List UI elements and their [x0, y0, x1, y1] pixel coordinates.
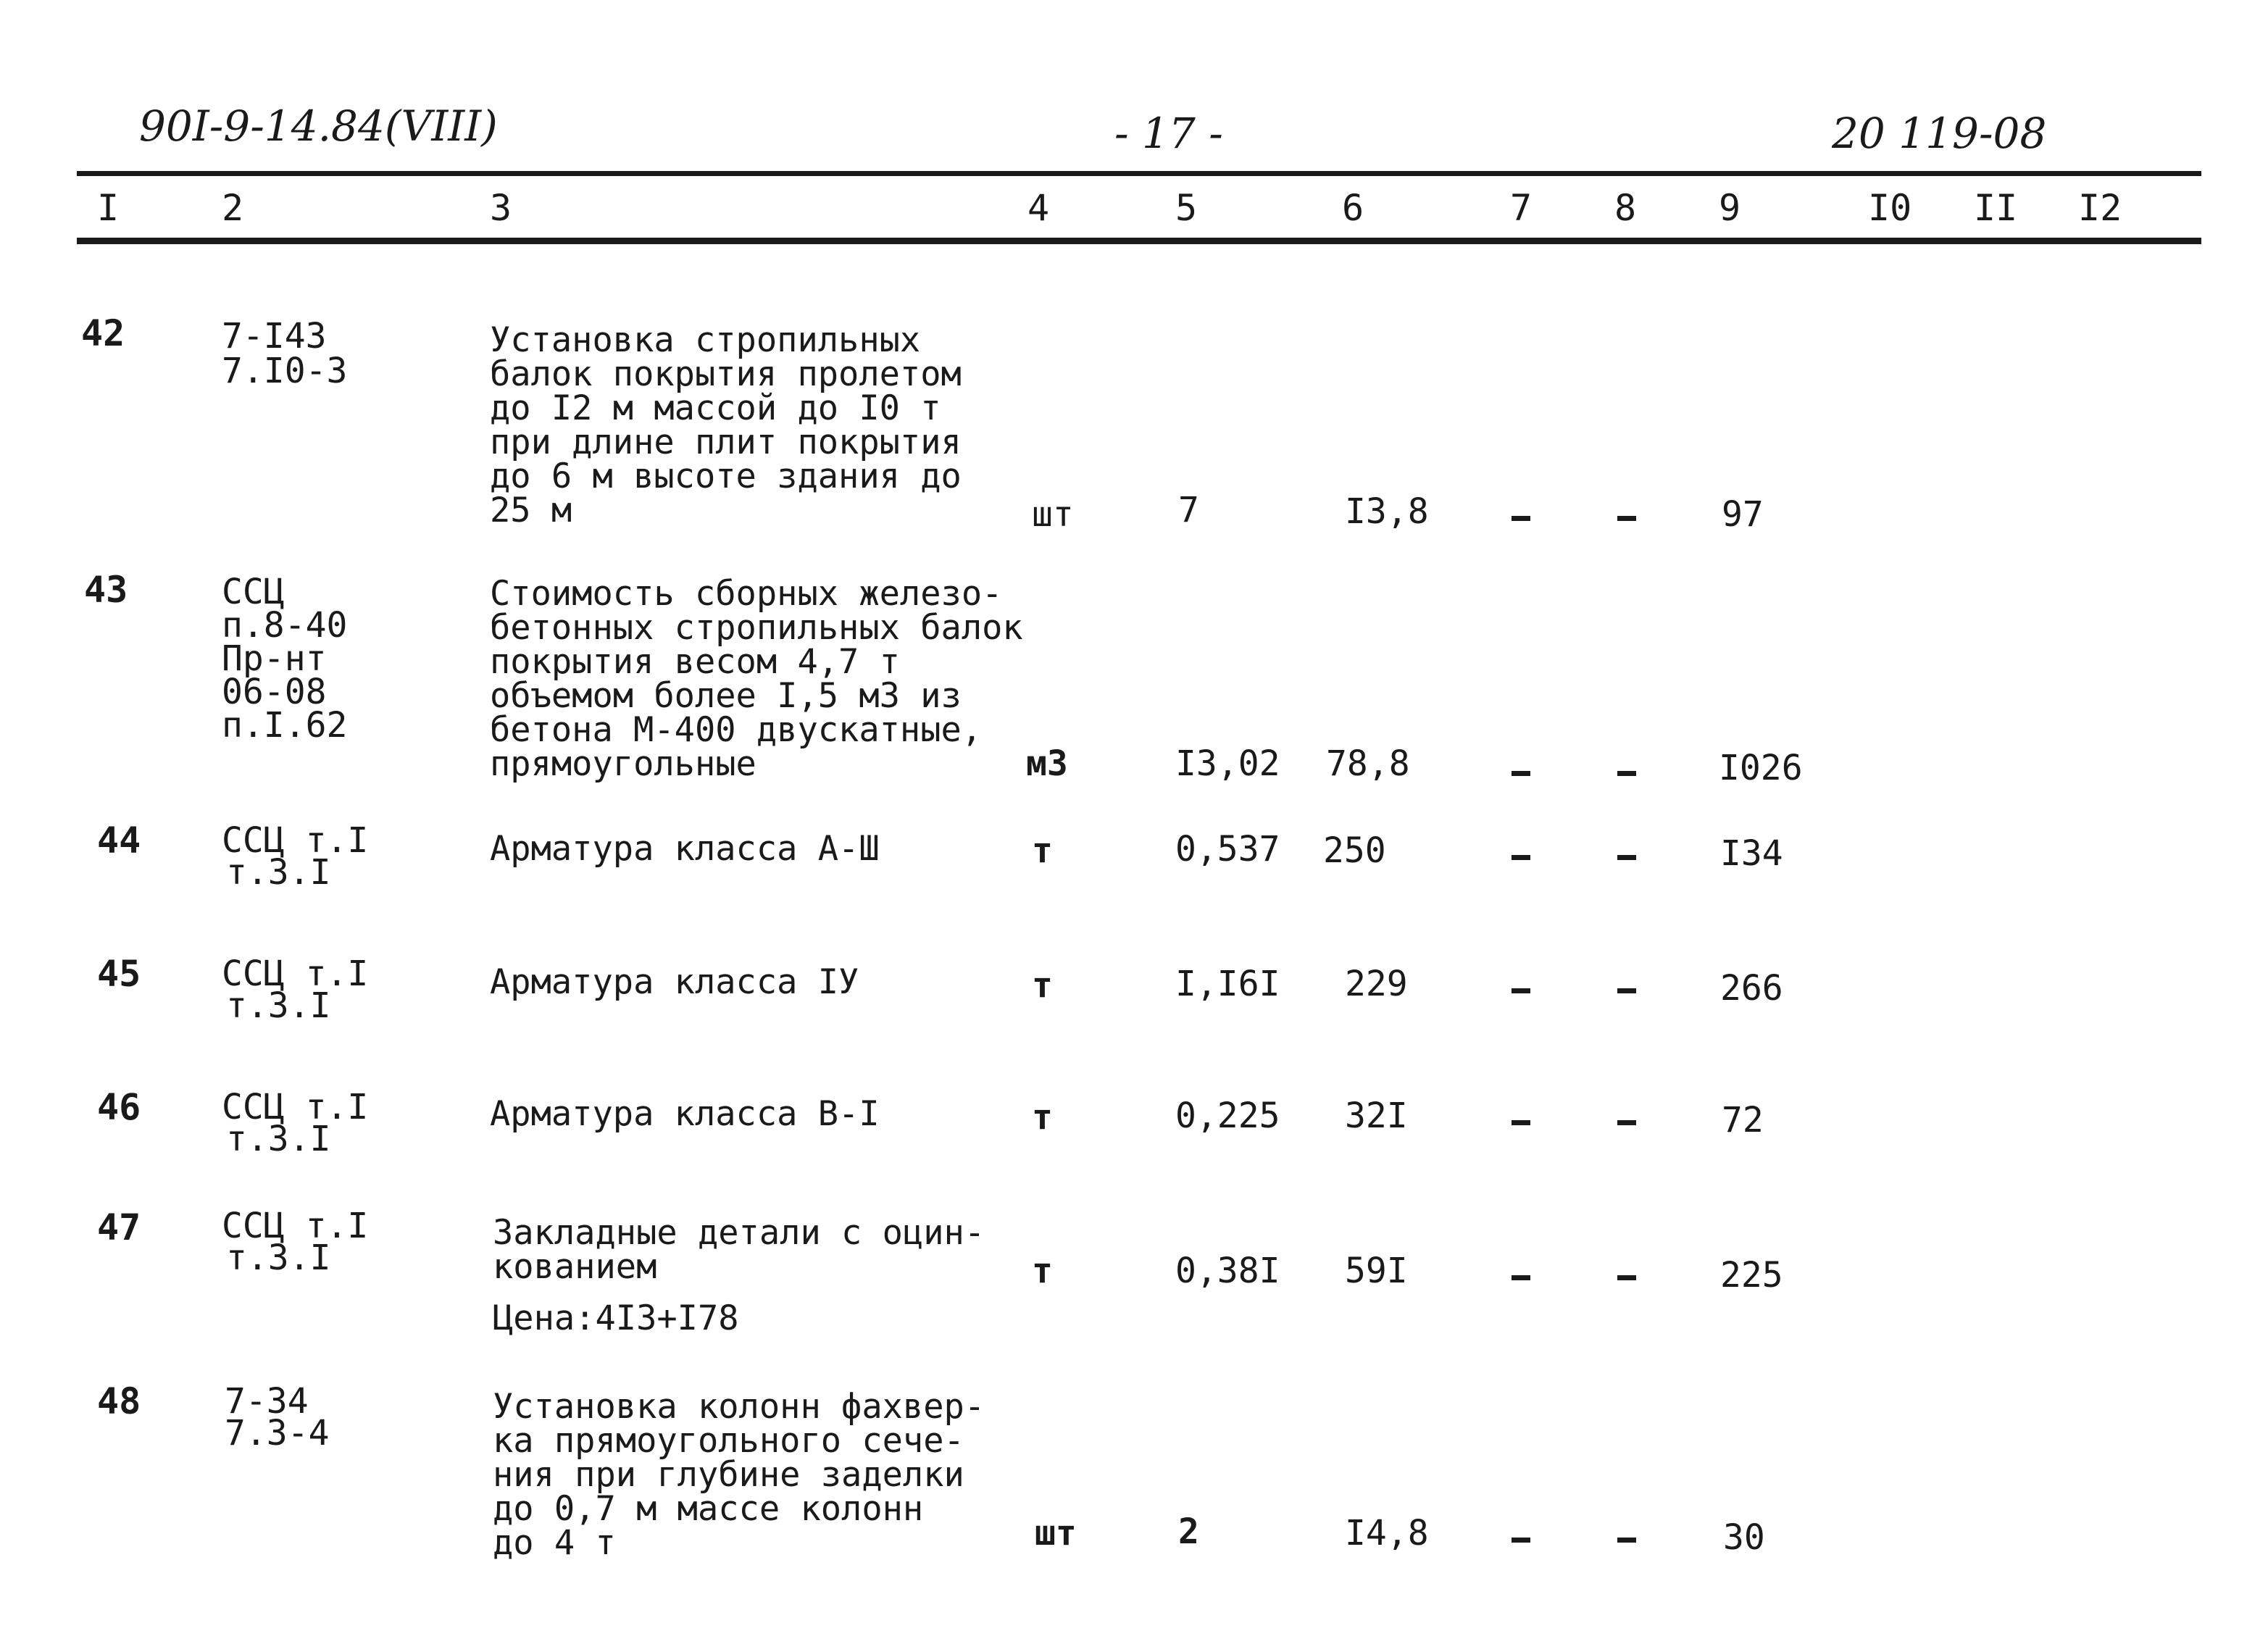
- unit-price: I4,8: [1345, 1513, 1429, 1553]
- unit: т: [1032, 830, 1053, 871]
- col-header-1: I: [97, 187, 120, 229]
- empty-col-7: [1512, 1538, 1530, 1543]
- quantity: 0,225: [1175, 1096, 1280, 1136]
- row-number: 47: [97, 1206, 141, 1248]
- row-number: 48: [97, 1380, 141, 1422]
- rate-code: ССЦ т.I т.3.I: [222, 1206, 369, 1278]
- empty-col-8: [1617, 771, 1636, 776]
- document-code: 90I-9-14.84(VIII): [139, 101, 498, 151]
- empty-col-7: [1512, 855, 1530, 860]
- quantity: 7: [1178, 490, 1199, 530]
- rate-code: 7-I43 7.I0-3: [222, 316, 348, 391]
- row-number: 43: [84, 569, 128, 611]
- unit: м3: [1026, 743, 1068, 784]
- unit: т: [1032, 1251, 1053, 1291]
- empty-col-7: [1512, 1120, 1530, 1125]
- rate-code: 7-34 7.3-4: [225, 1381, 330, 1453]
- empty-col-7: [1512, 771, 1530, 776]
- row-number: 45: [97, 953, 141, 995]
- col-header-3: 3: [490, 187, 512, 229]
- empty-col-8: [1617, 1120, 1636, 1125]
- top-rule: [77, 171, 2201, 176]
- unit-price: 78,8: [1326, 743, 1410, 784]
- empty-col-7: [1512, 988, 1530, 993]
- quantity: 0,38I: [1175, 1251, 1280, 1291]
- col-header-2: 2: [222, 187, 244, 229]
- row-number: 46: [97, 1086, 141, 1128]
- col-header-6: 6: [1342, 187, 1364, 229]
- quantity: 0,537: [1175, 829, 1280, 869]
- rate-code: ССЦ т.I т.3.I: [222, 820, 369, 893]
- work-description: Стоимость сборных железо- бетонных стропильных балок покрытия весом 4,7 т объемом более I,5 м3 из бетона М-400 двускатные, прямоугольные: [490, 574, 1023, 784]
- unit: т: [1032, 965, 1053, 1006]
- work-description: Установка стропильных балок покрытия пролетом до I2 м массой до I0 т при длине плит покрытия до 6 м высоте здания до 25 м: [490, 320, 962, 530]
- empty-col-8: [1617, 1275, 1636, 1280]
- empty-col-7: [1512, 1275, 1530, 1280]
- unit-price: 59I: [1345, 1251, 1408, 1291]
- total-cost: 30: [1723, 1517, 1765, 1558]
- col-header-10: I0: [1868, 187, 1912, 229]
- quantity: 2: [1178, 1511, 1199, 1552]
- col-header-11: II: [1974, 187, 2018, 229]
- work-description: Арматура класса IУ: [490, 962, 859, 1002]
- unit-price: 229: [1345, 964, 1408, 1004]
- rate-code: ССЦ т.I т.3.I: [222, 1087, 369, 1159]
- unit-price: 32I: [1345, 1096, 1408, 1136]
- unit: т: [1032, 1097, 1053, 1138]
- unit-price: I3,8: [1345, 491, 1429, 532]
- col-header-4: 4: [1027, 187, 1050, 229]
- total-cost: 266: [1720, 968, 1783, 1009]
- total-cost: 97: [1722, 494, 1764, 535]
- page-number: - 17 -: [1114, 109, 1223, 158]
- rate-code: ССЦ т.I т.3.I: [222, 954, 369, 1026]
- empty-col-7: [1512, 516, 1530, 521]
- registration-number: 20 119-08: [1832, 109, 2047, 158]
- header-bottom-rule: [77, 238, 2201, 244]
- work-description: Закладные детали с оцин- кованием: [493, 1213, 985, 1287]
- total-cost: I34: [1720, 833, 1783, 874]
- col-header-7: 7: [1510, 187, 1533, 229]
- empty-col-8: [1617, 516, 1636, 521]
- price-note: Цена:4I3+I78: [493, 1298, 739, 1338]
- row-number: 42: [81, 312, 125, 354]
- empty-col-8: [1617, 1538, 1636, 1543]
- total-cost: 225: [1720, 1255, 1783, 1296]
- total-cost: I026: [1719, 748, 1803, 788]
- empty-col-8: [1617, 988, 1636, 993]
- unit-price: 250: [1323, 830, 1386, 871]
- row-number: 44: [97, 819, 141, 862]
- col-header-8: 8: [1614, 187, 1637, 229]
- rate-code: ССЦ п.8-40 Пр-нт 06-08 п.I.62: [222, 572, 348, 746]
- work-description: Арматура класса А-Ш: [490, 829, 880, 869]
- col-header-9: 9: [1719, 187, 1741, 229]
- quantity: I,I6I: [1175, 964, 1280, 1004]
- work-description: Арматура класса В-I: [490, 1094, 880, 1134]
- empty-col-8: [1617, 855, 1636, 860]
- unit: шт: [1032, 494, 1074, 535]
- total-cost: 72: [1722, 1100, 1764, 1140]
- quantity: I3,02: [1175, 743, 1280, 784]
- col-header-12: I2: [2078, 187, 2122, 229]
- unit: шт: [1035, 1513, 1077, 1553]
- col-header-5: 5: [1175, 187, 1198, 229]
- work-description: Установка колонн фахвер- ка прямоугольного сече- ния при глубине заделки до 0,7 м массе колонн до 4 т: [493, 1387, 985, 1563]
